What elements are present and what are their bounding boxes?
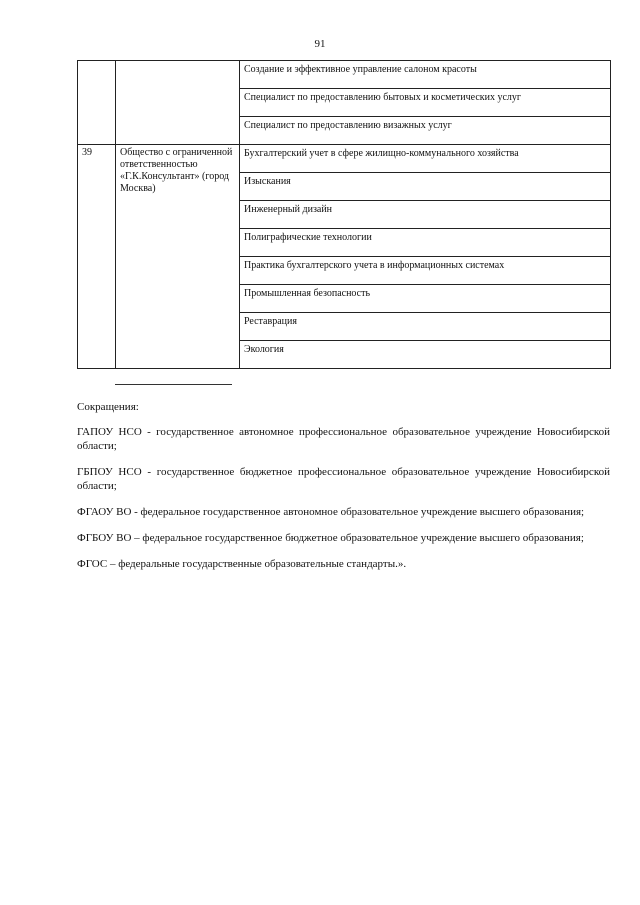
program-cell: Полиграфические технологии [240,229,611,257]
row-number-cell: 39 [78,145,116,369]
program-cell: Специалист по предоставлению визажных услуг [240,117,611,145]
organization-name-cell: Общество с ограниченной ответственностью «Г.К.Консультант» (город Москва) [116,145,240,369]
program-cell: Промышленная безопасность [240,285,611,313]
program-cell: Бухгалтерский учет в сфере жилищно-коммунального хозяйства [240,145,611,173]
abbreviation-item: ФГАОУ ВО - федеральное государственное автономное образовательное учреждение высшего образования; [77,506,585,518]
organization-cell-empty [116,61,240,145]
program-cell: Специалист по предоставлению бытовых и косметических услуг [240,89,611,117]
page-number: 91 [314,38,326,50]
abbreviations-section [77,400,610,583]
program-cell: Создание и эффективное управление салоном красоты [240,61,611,89]
row-number-cell-empty [78,61,116,145]
programs-table [77,60,611,369]
abbreviation-item: ФГБОУ ВО – федеральное государственное бюджетное образовательное учреждение высшего образования; [77,532,584,544]
table-row [78,145,611,173]
abbreviations-title: Сокращения: [77,401,139,413]
footnote-divider [115,384,232,385]
program-cell: Реставрация [240,313,611,341]
program-cell: Изыскания [240,173,611,201]
abbreviation-item: ГАПОУ НСО - государственное автономное профессиональное образовательное учреждение Новосибирской области; [77,426,610,452]
abbreviation-item: ФГОС – федеральные государственные образовательные стандарты.». [77,558,407,570]
program-cell: Практика бухгалтерского учета в информационных системах [240,257,611,285]
table-row [78,61,611,89]
abbreviation-item: ГБПОУ НСО - государственное бюджетное профессиональное образовательное учреждение Новосибирской области; [77,466,610,492]
program-cell: Инженерный дизайн [240,201,611,229]
program-cell: Экология [240,341,611,369]
